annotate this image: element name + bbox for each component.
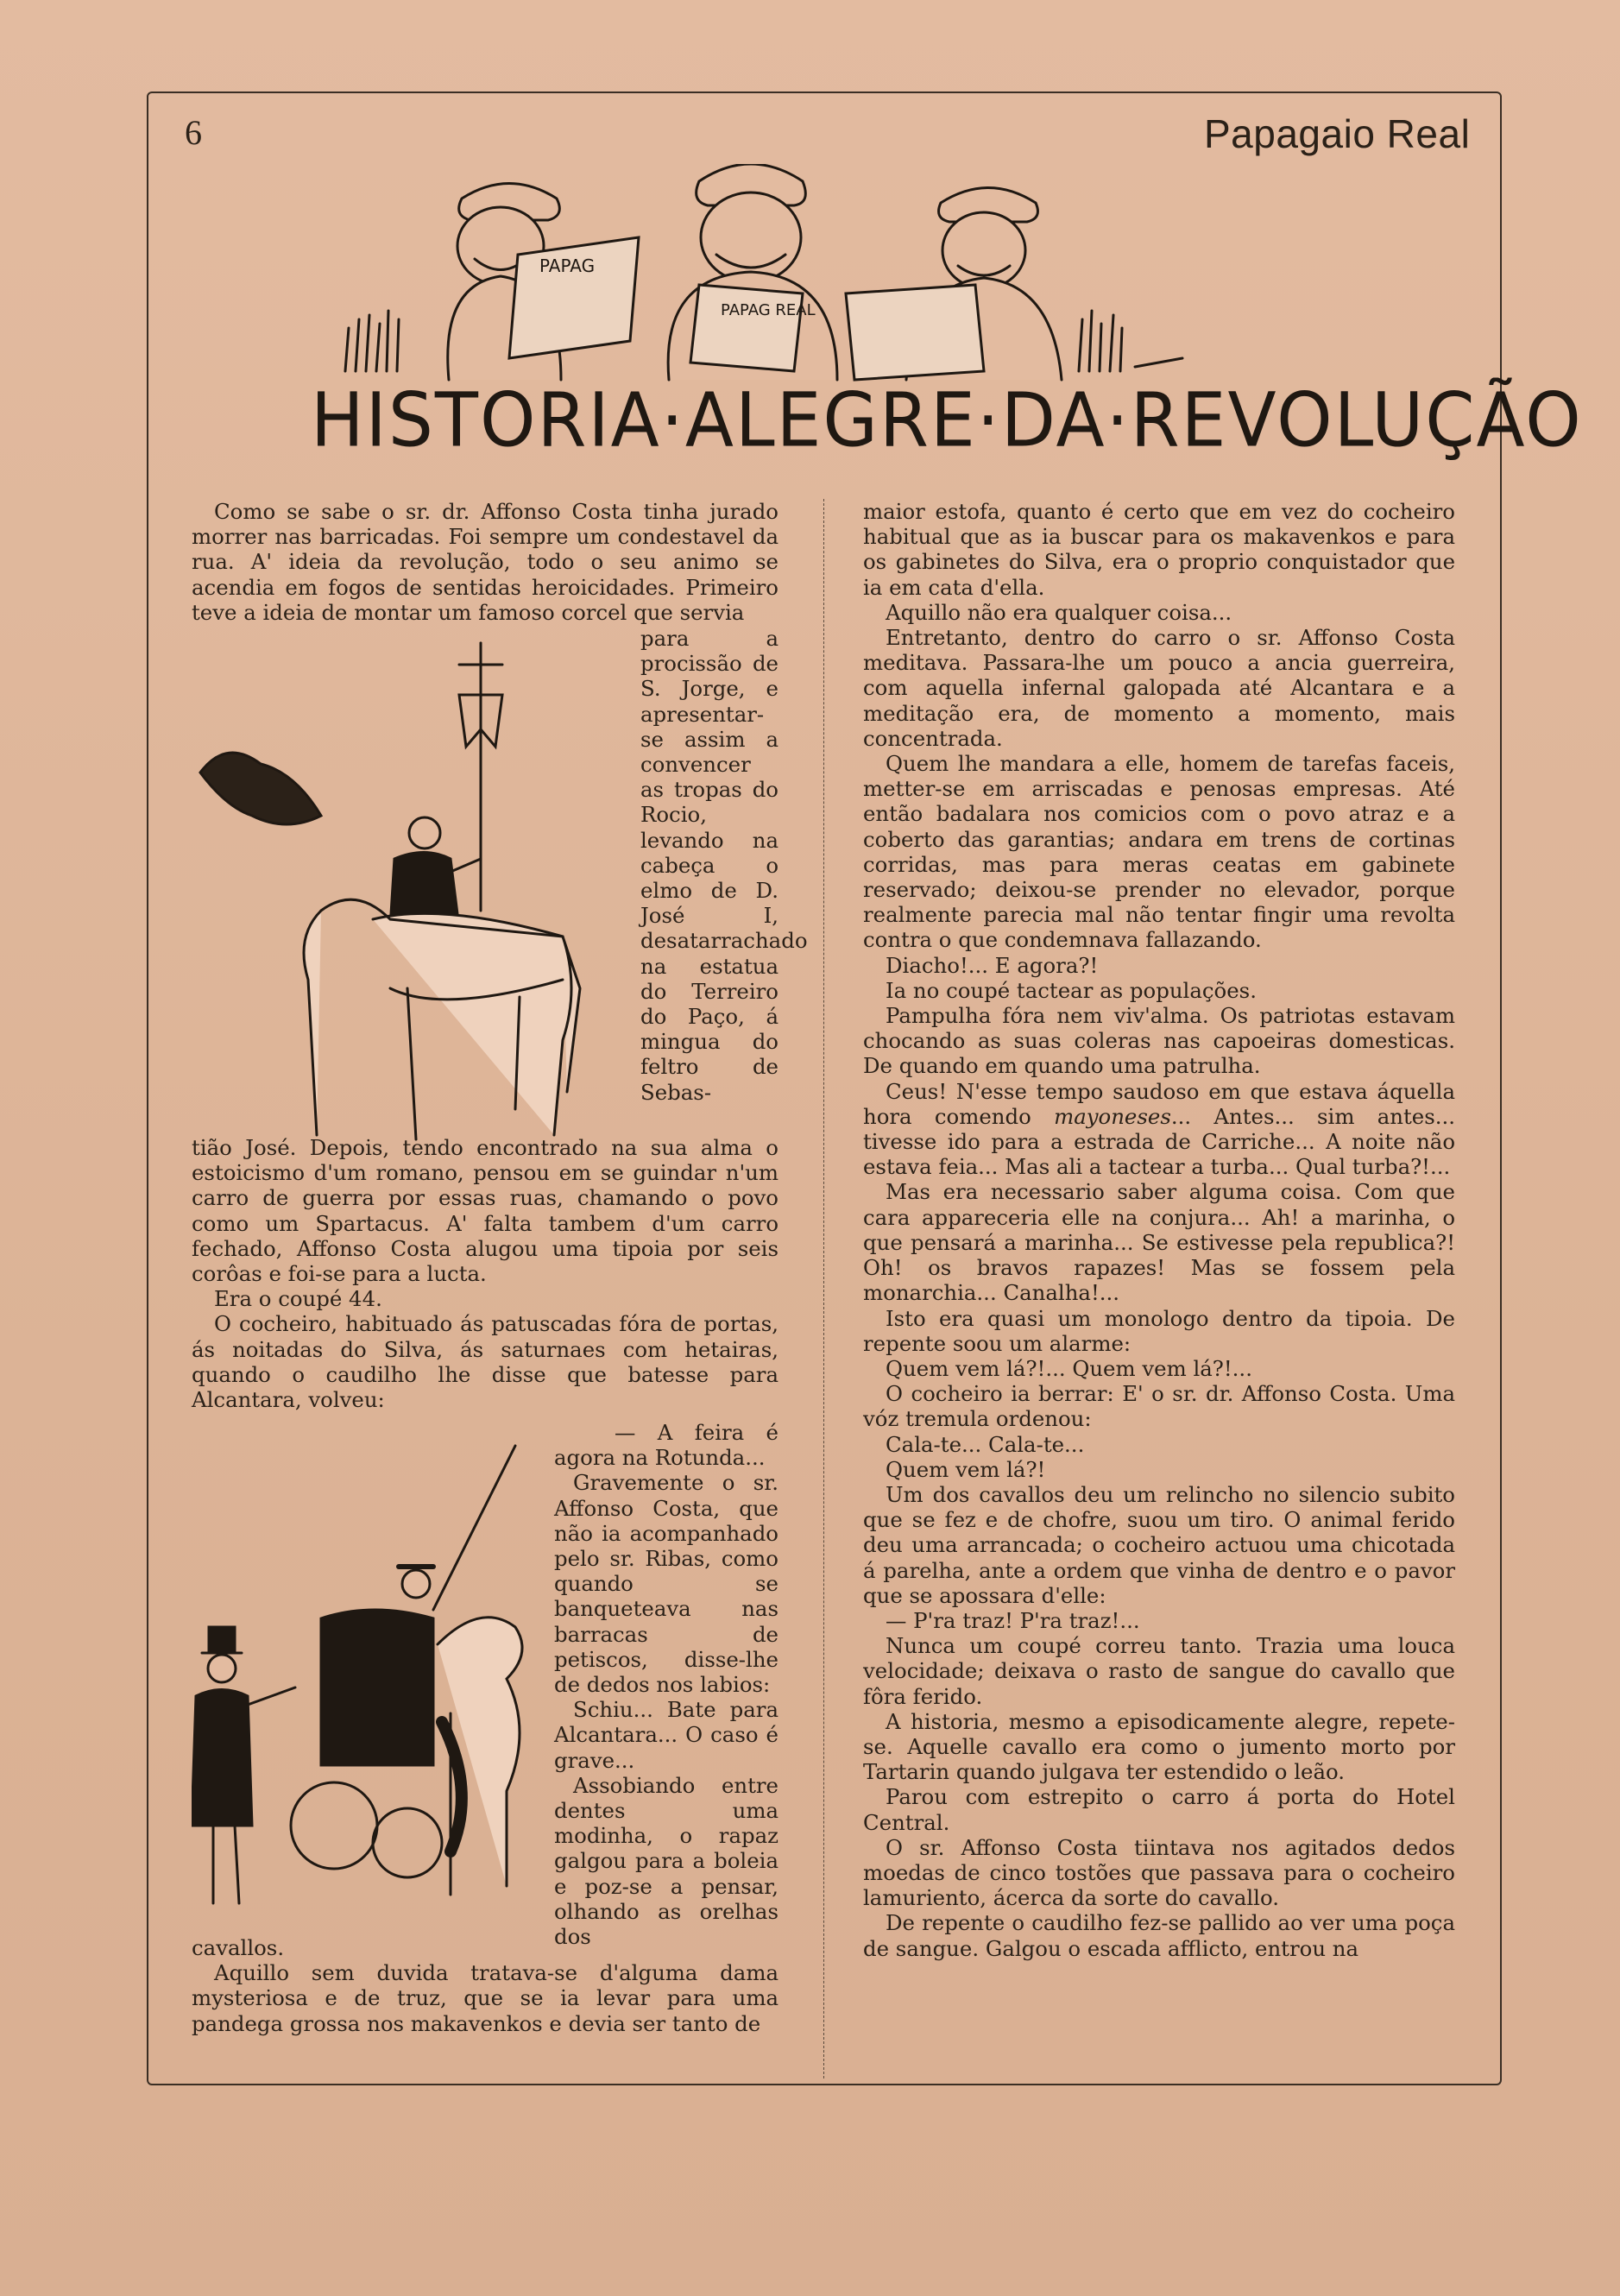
paragraph: Schiu... Bate para Alcantara... O caso é grave...: [554, 1697, 778, 1773]
paragraph: Aquillo não era qualquer coisa...: [886, 599, 1232, 625]
paragraph: cavallos.: [192, 1935, 285, 1960]
plume-icon: [200, 753, 321, 824]
paragraph: Assobiando entre dentes uma modinha, o rapaz galgou para a boleia e poz-se a pensar, olhando as orelhas dos: [554, 1772, 778, 1950]
paragraph: O cocheiro ia berrar: E' o sr. dr. Affonso Costa. Uma vóz tremula ordenou:: [863, 1381, 1455, 1432]
left-wrap-text-2: [554, 1420, 778, 1949]
column-divider: [823, 499, 824, 2078]
magazine-title: Papagaio Real: [1204, 111, 1471, 156]
reader-figure-left: [448, 184, 639, 381]
top-hat-icon: [209, 1627, 235, 1653]
reader-figure-right: [846, 188, 1062, 381]
paragraph: maior estofa, quanto é certo que em vez do cocheiro habitual que as ia buscar para os makavenkos e para os gabinetes do Silva, era o proprio conquistador que ia em cata d'ella.: [863, 499, 1455, 600]
paragraph: Era o coupé 44.: [214, 1286, 382, 1312]
paragraph: Cala-te... Cala-te...: [886, 1431, 1085, 1457]
paragraph: Gravemente o sr. Affonso Costa, que não ia acompanhado pelo sr. Ribas, como quando se banqueteava nas barracas de petiscos, disse-lhe de dedos nos labios:: [554, 1470, 778, 1698]
grass-right: [1079, 311, 1182, 371]
paragraph: — P'ra traz! P'ra traz!...: [886, 1607, 1140, 1633]
carriage-wheel: [373, 1808, 442, 1877]
paragraph: Aquillo sem duvida tratava-se d'alguma dama mysteriosa e de truz, que se ia levar para uma pandega grossa nos makavenkos e devia ser tanto de: [192, 1960, 778, 2036]
text-span: Ceus! N'esse tempo saudoso em que estava áquella hora comendo: [863, 1078, 1455, 1129]
paragraph: Ia no coupé tactear as populações.: [886, 977, 1257, 1003]
newspaper-text-1: PAPAG: [539, 255, 596, 276]
newspaper-text-2: PAPAG REAL: [721, 301, 816, 319]
paragraph: Quem vem lá?!: [886, 1456, 1046, 1482]
left-wrap-text-1: [640, 626, 808, 1105]
paragraph: Quem lhe mandara a elle, homem de tarefas faceis, metter-se em arriscadas e penosas empresas. Até então badalara nos comicios com o povo atraz e a coberto das garantias; andara em trens de cortinas corridas, mas para meras ceatas em gabinete reservado; deixou-se prender no elevador, porque realmente parecia mal não tentar fingir uma revolta contra o que condemnava fallazando.: [863, 751, 1455, 953]
paragraph: Nunca um coupé correu tanto. Trazia uma louca velocidade; deixava o rasto de sangue do cavallo que fôra ferido.: [863, 1633, 1455, 1709]
paragraph: [863, 1079, 1455, 1180]
article-headline: HISTORIA·ALEGRE·DA·REVOLUÇÃO: [311, 377, 1583, 464]
carriage-wheel: [291, 1782, 377, 1869]
paragraph: para a procissão de S. Jorge, e apresentar-se assim a convencer as tropas do Rocio, levando na cabeça o elmo de D. José I, desatarrachado na estatua do Terreiro do Paço, á mingua do feltro de Sebas-: [640, 626, 808, 1105]
right-column: [863, 499, 1455, 1961]
paragraph: De repente o caudilho fez-se pallido ao ver uma poça de sangue. Galgou o escada afflicto, entrou na: [863, 1910, 1455, 1961]
paragraph: — A feira é agora na Rotunda...: [554, 1420, 778, 1471]
paragraph: Diacho!... E agora?!: [886, 952, 1099, 978]
paragraph: Parou com estrepito o carro á porta do Hotel Central.: [863, 1784, 1455, 1835]
paragraph: Um dos cavallos deu um relincho no silencio subito que se fez e de chofre, suou um tiro. O animal ferido deu uma arrancada; o cocheiro actuou uma chicotada á parelha, ante a ordem que vinha de dentro e o pavor que se apossara d'elle:: [863, 1481, 1455, 1608]
illustration-carriage: [192, 1437, 554, 1929]
grass-left: [345, 311, 399, 371]
paragraph: O sr. Affonso Costa tiintava nos agitados dedos moedas de cinco tostões que passava para o cocheiro lamuriento, ácerca da sorte do cavallo.: [863, 1834, 1455, 1911]
page-number: 6: [185, 113, 202, 152]
coupe-body: [321, 1610, 433, 1765]
paragraph: Isto era quasi um monologo dentro da tipoia. De repente soou um alarme:: [863, 1305, 1455, 1356]
reader-figure-center: [668, 164, 837, 380]
paragraph: Mas era necessario saber alguma coisa. Com que cara appareceria elle na conjura... Ah! a marinha, o que pensará a marinha... Se estivesse pela republica?! Oh! os bravos rapazes! Mas se fossem pela monarchia... Canalha!...: [863, 1179, 1455, 1306]
paragraph: tião José. Depois, tendo encontrado na sua alma o estoicismo d'um romano, pensou em se guindar n'um carro de guerra por essas ruas, chamando o povo como um Spartacus. A' falta tambem d'um carro fechado, Affonso Costa alugou uma tipoia por seis corôas e foi-se para a lucta.: [192, 1135, 778, 1287]
paragraph: O cocheiro, habituado ás patuscadas fóra de portas, ás noitadas do Silva, ás saturnaes com hetairas, quando o caudilho lhe disse que batesse para Alcantara, volveu:: [192, 1311, 778, 1413]
paragraph: Quem vem lá?!... Quem vem lá?!...: [886, 1355, 1252, 1381]
italic-text: mayoneses: [1054, 1103, 1171, 1129]
text-span: ... Antes... sim antes... tivesse ido para a estrada de Carriche... A noite não estava feia... Mas ali a tactear a turba... Qual turba?!...: [863, 1103, 1456, 1180]
left-column-top: [192, 499, 778, 625]
left-column-bottom: [192, 1935, 778, 2036]
illustration-horseman: [192, 626, 640, 1144]
paragraph: Entretanto, dentro do carro o sr. Affonso Costa meditava. Passara-lhe um pouco a ancia guerreira, com aquella infernal galopada até Alcantara e a meditação era, de momento a momento, mais concentrada.: [863, 625, 1455, 751]
paragraph: Pampulha fóra nem viv'alma. Os patriotas estavam chocando as suas coleras nas capoeiras domesticas. De quando em quando uma patrulha.: [863, 1003, 1455, 1079]
paragraph: A historia, mesmo a episodicamente alegre, repete-se. Aquelle cavallo era como o jumento morto por Tartarin quando julgava ter estendido o leão.: [863, 1708, 1455, 1785]
whip-icon: [433, 1446, 515, 1610]
paragraph: Como se sabe o sr. dr. Affonso Costa tinha jurado morrer nas barricadas. Foi sempre um condestavel da rua. A' ideia da revolução, todo o seu animo se acendia em fogos de sentidas heroicidades. Primeiro teve a ideia de montar um famoso corcel que servia: [192, 499, 778, 625]
left-column-middle: [192, 1135, 778, 1412]
